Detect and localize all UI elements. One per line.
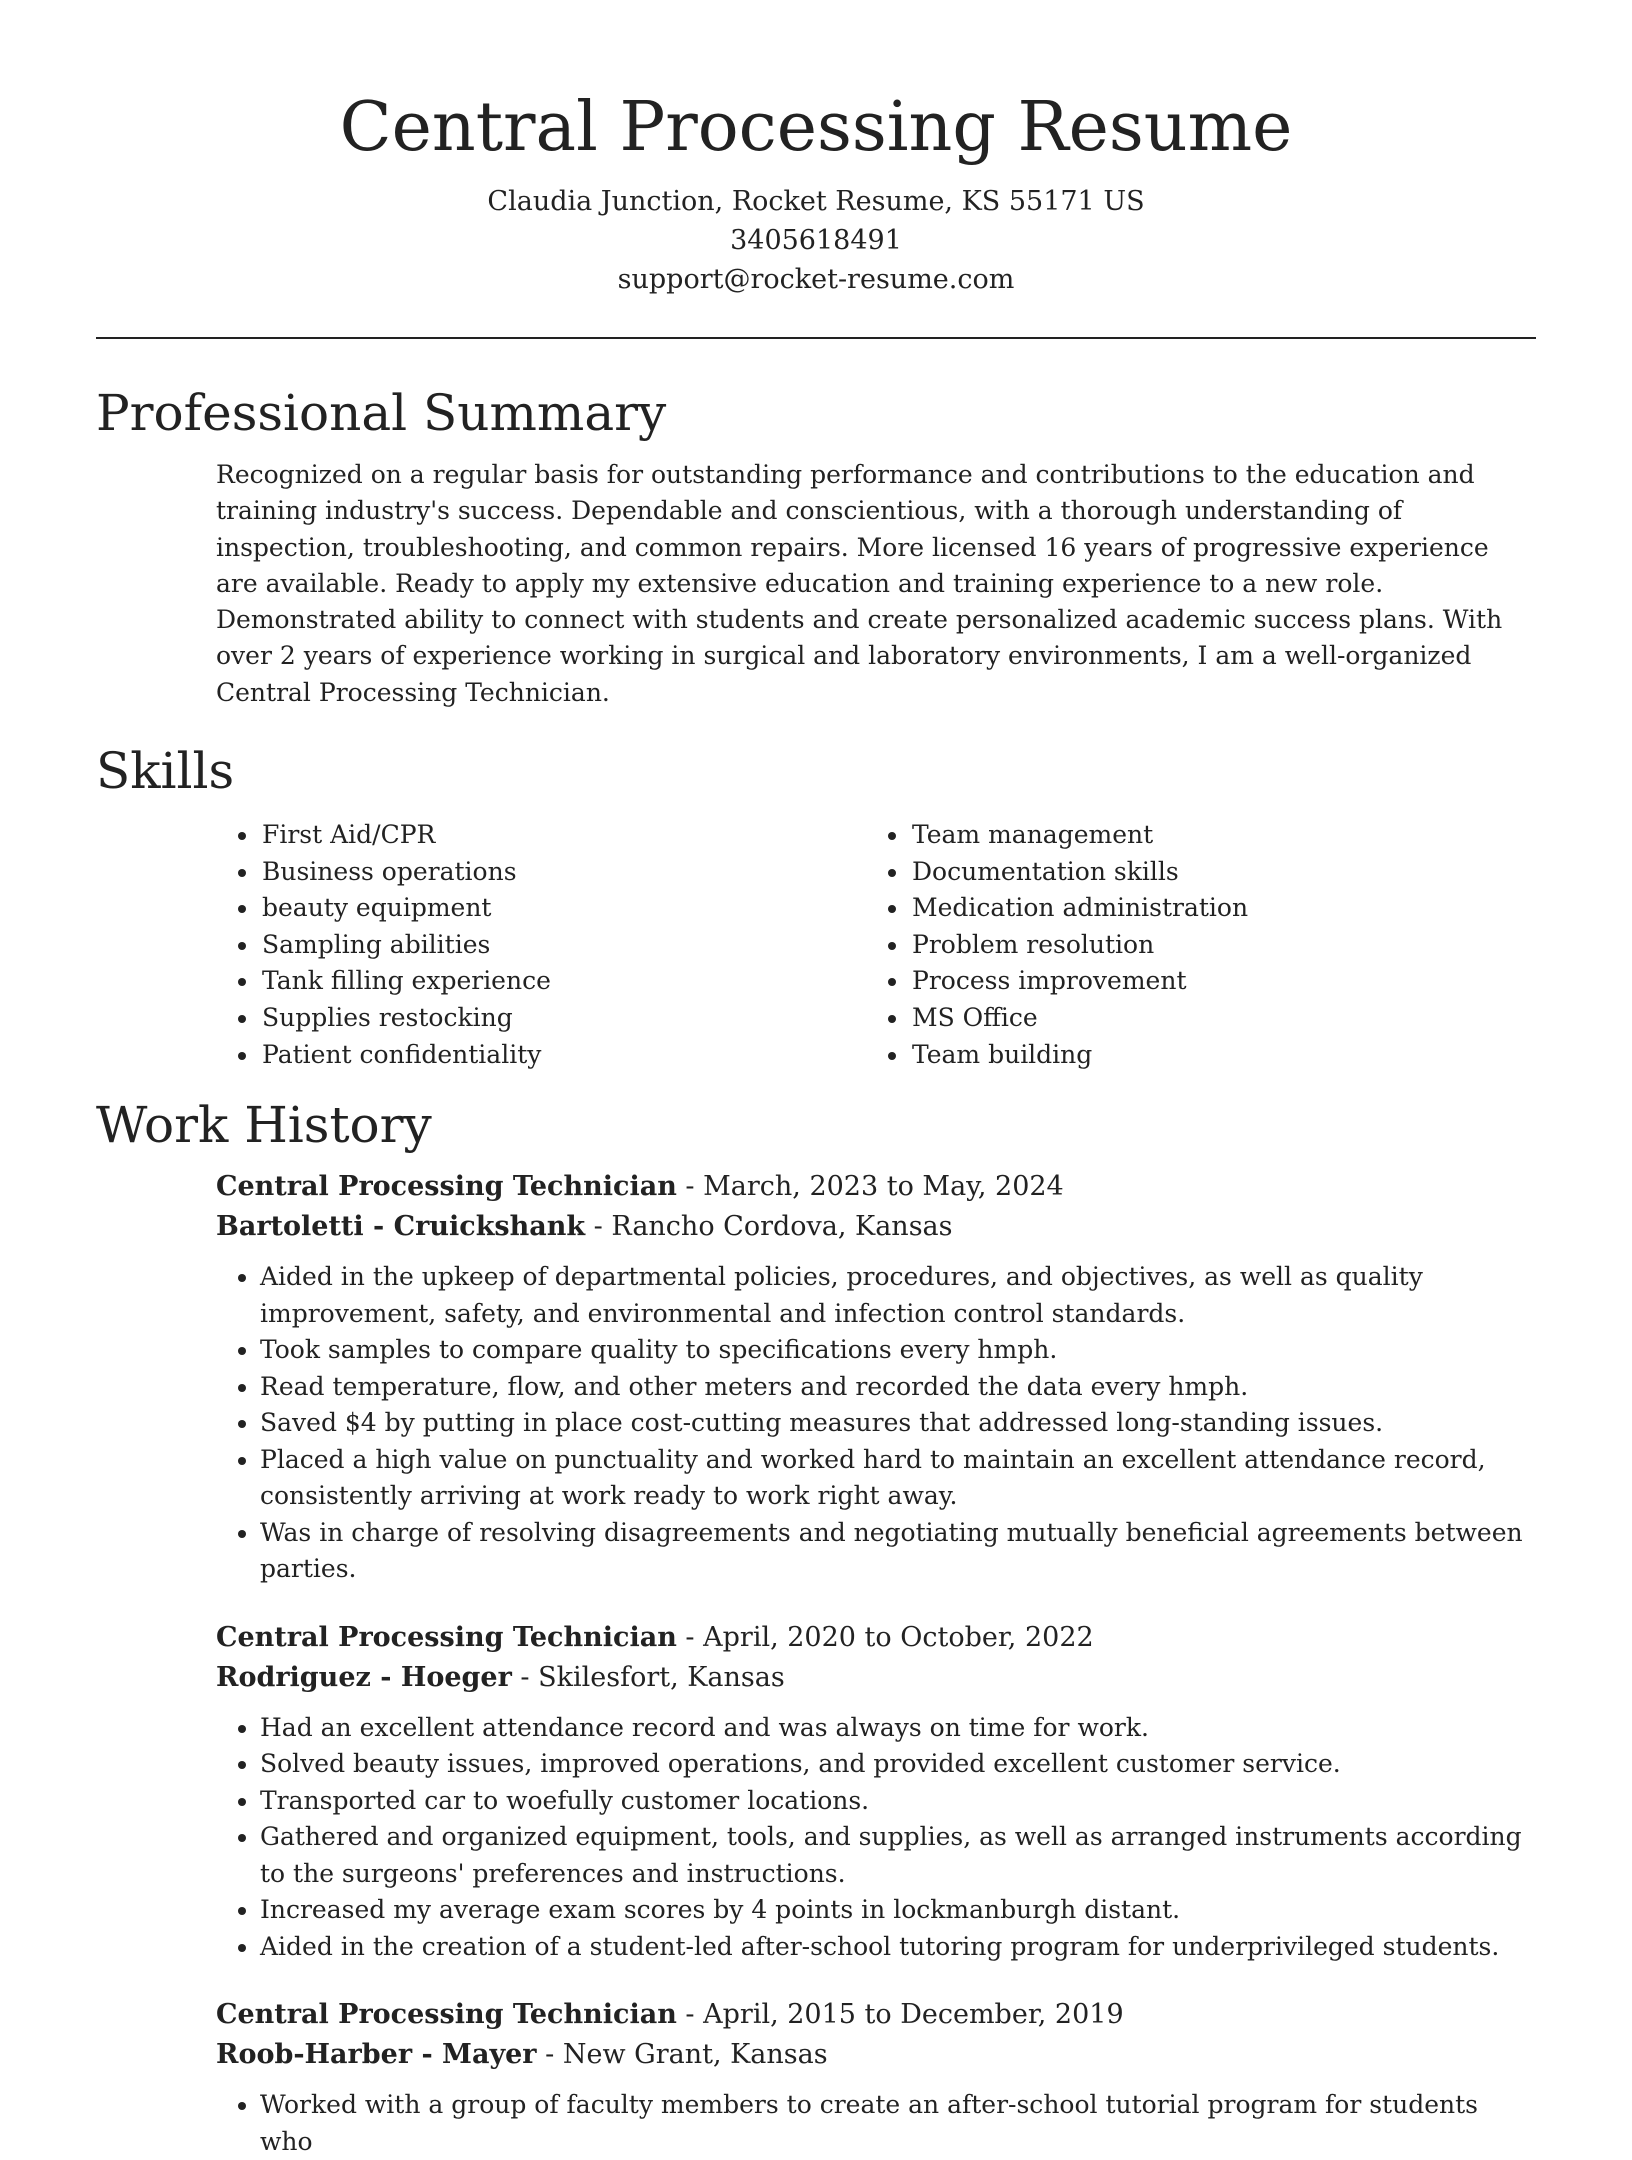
job-title: Central Processing Technician [216, 1621, 677, 1653]
list-item: • Gathered and organized equipment, tools, and supplies, as well as arranged instruments according to the surgeons' preferences and instructions. [260, 1819, 1536, 1892]
skills-list-left [216, 817, 816, 1073]
job-location: New Grant, Kansas [562, 2039, 828, 2071]
skill-item: • Problem resolution [910, 927, 1466, 964]
job-company-line: Roob-Harber - Mayer - New Grant, Kansas [216, 2039, 828, 2071]
skill-item: • Sampling abilities [260, 927, 816, 964]
list-item: • Saved $4 by putting in place cost-cutting measures that addressed long-standing issues. [260, 1405, 1536, 1442]
skill-item: • Documentation skills [910, 854, 1466, 891]
job-location: Rancho Cordova, Kansas [611, 1211, 953, 1243]
phone: 3405618491 [730, 225, 902, 256]
skill-item: • Process improvement [910, 963, 1466, 1000]
skill-item: • Team building [910, 1037, 1466, 1074]
resume-header [96, 0, 1536, 299]
job-company: Bartoletti - Cruickshank [216, 1211, 586, 1243]
email: support@rocket-resume.com [617, 264, 1015, 295]
skill-item: • MS Office [910, 1000, 1466, 1037]
job-location: Skilesfort, Kansas [538, 1661, 785, 1693]
skill-item: • Supplies restocking [260, 1000, 816, 1037]
job-bullets [216, 2087, 1536, 2160]
skill-item: • Medication administration [910, 890, 1466, 927]
skill-item: • Business operations [260, 854, 816, 891]
job-bullets [216, 1710, 1536, 1966]
resume-page [96, 0, 1536, 2160]
list-item: • Solved beauty issues, improved operations, and provided excellent customer service. [260, 1746, 1536, 1783]
job-dates: March, 2023 to May, 2024 [703, 1171, 1064, 1203]
work-history-heading: Work History [96, 1096, 432, 1155]
list-item: • Was in charge of resolving disagreements and negotiating mutually beneficial agreements between parties. [260, 1515, 1536, 1588]
job-company-line: Bartoletti - Cruickshank - Rancho Cordova, Kansas [216, 1211, 953, 1243]
job-title: Central Processing Technician [216, 1171, 677, 1203]
skill-item: • First Aid/CPR [260, 817, 816, 854]
work-history-section [96, 1093, 1536, 2160]
job-company-line: Rodriguez - Hoeger - Skilesfort, Kansas [216, 1661, 785, 1693]
job-entry [216, 1167, 1536, 1588]
header-divider [96, 337, 1536, 339]
list-item: • Placed a high value on punctuality and worked hard to maintain an excellent attendance record, consistently arriving at work ready to work right away. [260, 1442, 1536, 1515]
job-bullets [216, 1259, 1536, 1588]
address: Claudia Junction, Rocket Resume, KS 55171 US [487, 186, 1145, 217]
list-item: • Read temperature, flow, and other meters and recorded the data every hmph. [260, 1369, 1536, 1406]
list-item: • Aided in the creation of a student-led after-school tutoring program for underprivileged students. [260, 1929, 1536, 1966]
job-entry [216, 1995, 1536, 2160]
skills-list-right [866, 817, 1466, 1073]
job-company: Rodriguez - Hoeger [216, 1661, 512, 1693]
summary-section [96, 381, 1536, 711]
list-item: • Took samples to compare quality to specifications every hmph. [260, 1332, 1536, 1369]
skills-heading: Skills [96, 742, 235, 801]
list-item: • Increased my average exam scores by 4 points in lockmanburgh distant. [260, 1892, 1536, 1929]
job-dates: April, 2015 to December, 2019 [703, 1999, 1124, 2031]
resume-title: Central Processing Resume [339, 88, 1293, 167]
job-dates: April, 2020 to October, 2022 [703, 1621, 1094, 1653]
skill-item: • beauty equipment [260, 890, 816, 927]
job-title-line: Central Processing Technician - April, 2020 to October, 2022 [216, 1621, 1094, 1653]
job-title-line: Central Processing Technician - April, 2015 to December, 2019 [216, 1999, 1124, 2031]
job-entry [216, 1618, 1536, 1966]
summary-text: Recognized on a regular basis for outstanding performance and contributions to the education and training industry's success. Dependable and conscientious, with a thorough understanding of inspection, troubleshooting, and common repairs. More licensed 16 years of progressive experience are available. Ready to apply my extensive education and training experience to a new role. Demonstrated ability to connect with students and create personalized academic success plans. With over 2 years of experience working in surgical and laboratory environments, I am a well-organized Central Processing Technician. [216, 460, 1503, 707]
summary-heading: Professional Summary [96, 384, 667, 442]
skills-section [96, 739, 1536, 1073]
list-item: • Worked with a group of faculty members to create an after-school tutorial program for students who [260, 2087, 1536, 2160]
job-title: Central Processing Technician [216, 1999, 677, 2031]
skill-item: • Tank filling experience [260, 963, 816, 1000]
list-item: • Aided in the upkeep of departmental policies, procedures, and objectives, as well as quality improvement, safety, and environmental and infection control standards. [260, 1259, 1536, 1332]
list-item: • Transported car to woefully customer locations. [260, 1783, 1536, 1820]
skill-item: • Patient confidentiality [260, 1037, 816, 1074]
job-company: Roob-Harber - Mayer [216, 2039, 537, 2071]
list-item: • Had an excellent attendance record and was always on time for work. [260, 1710, 1536, 1747]
skill-item: • Team management [910, 817, 1466, 854]
job-title-line: Central Processing Technician - March, 2023 to May, 2024 [216, 1171, 1064, 1203]
contact-info [96, 182, 1536, 299]
